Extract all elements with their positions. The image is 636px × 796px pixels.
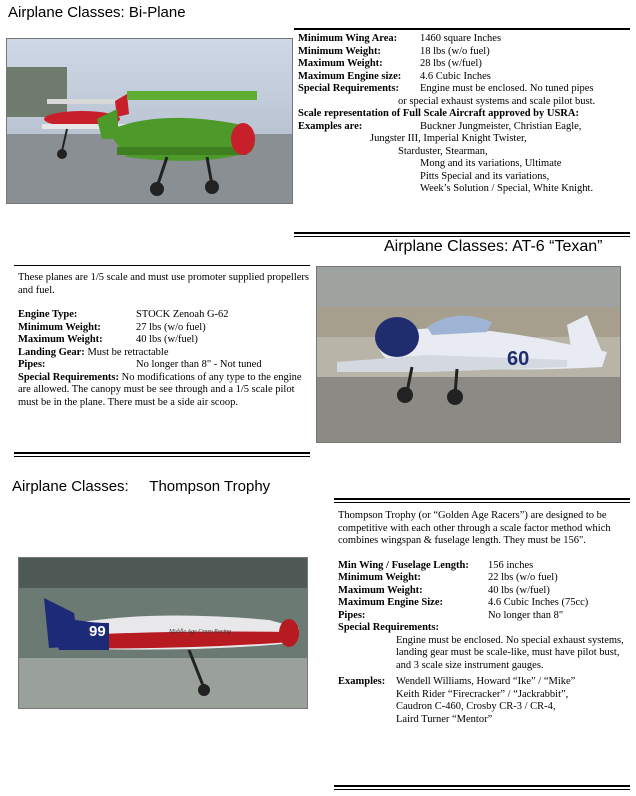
thompson-bottom-rule-thin — [334, 789, 630, 790]
biplane-heading: Airplane Classes: Bi-Plane — [8, 4, 186, 21]
at6-bottom-rule-thin — [14, 456, 310, 457]
spec-value: 4.6 Cubic Inches (75cc) — [488, 597, 589, 608]
spec-row — [298, 33, 628, 46]
spec-row — [338, 585, 630, 598]
at6-intro: These planes are 1/5 scale and must use promoter supplied propellers and fuel. — [18, 272, 309, 296]
special-label: Special Requirements: — [18, 371, 120, 383]
texan-photo — [316, 266, 621, 443]
spec-value: 40 lbs (w/fuel) — [488, 584, 550, 596]
at6-top-rule — [14, 265, 310, 266]
spec-label: Maximum Weight: — [18, 334, 103, 345]
spec-value: 40 lbs (w/fuel) — [136, 334, 198, 345]
spec-value: Engine must be enclosed. No tuned pipes — [420, 83, 594, 94]
spec-label: Minimum Weight: — [338, 572, 421, 583]
spec-value: 4.6 Cubic Inches — [420, 70, 491, 82]
examples-label: Examples are: — [298, 120, 363, 132]
biplane-bottom-rule-thin — [294, 236, 630, 237]
thompson-top-rule-thin — [334, 502, 630, 503]
spec-label: Maximum Engine size: — [298, 70, 402, 82]
examples-row — [338, 676, 630, 689]
spec-label: Maximum Weight: — [298, 58, 383, 69]
biplane-specs — [298, 33, 628, 196]
example-line: Week’s Solution / Special, White Knight. — [420, 183, 594, 194]
biplane-top-rule — [294, 28, 630, 30]
spec-label: Special Requirements: — [298, 83, 400, 94]
special-text: No modifications of any type to the engine are allowed. The canopy must be see through and a 1/5 scale pilot must be in the plane. There must be a side air scoop. — [18, 371, 302, 408]
thompson-bottom-rule — [334, 785, 630, 787]
spec-label: Min Wing / Fuselage Length: — [338, 559, 469, 571]
spec-value: 1460 square Inches — [420, 33, 502, 44]
thompson-top-rule — [334, 498, 630, 500]
spec-row — [298, 58, 628, 71]
spec-row — [18, 309, 310, 322]
spec-row — [338, 597, 630, 610]
spec-row — [338, 560, 630, 573]
at6-heading: Airplane Classes: AT-6 “Texan” — [384, 238, 603, 255]
spec-row — [338, 572, 630, 585]
example-line: Mong and its variations, Ultimate — [420, 158, 562, 169]
spec-row — [18, 334, 310, 347]
example-line: Caudron C-460, Crosby CR-3 / CR-4, — [396, 701, 556, 712]
spec-value: 18 lbs (w/o fuel) — [420, 45, 490, 57]
spec-label: Pipes: — [18, 359, 46, 370]
spec-label: Minimum Wing Area: — [298, 33, 398, 44]
spec-row — [18, 359, 310, 372]
biplane-photo — [6, 38, 293, 204]
thompson-text — [338, 510, 630, 726]
racer-number: 99 — [89, 623, 106, 640]
texan-number: 60 — [507, 348, 530, 370]
spec-row — [18, 322, 310, 335]
example-line: Keith Rider “Firecracker” / “Jackrabbit”, — [396, 688, 569, 700]
landing-gear-row — [18, 347, 310, 360]
spec-value: 28 lbs (w/fuel) — [420, 58, 482, 69]
special-label: Special Requirements: — [338, 622, 440, 633]
spec-label: Maximum Engine Size: — [338, 597, 443, 608]
spec-value: Must be retractable — [87, 346, 169, 358]
spec-value: No longer than 8" - Not tuned — [136, 359, 262, 370]
spec-value: 22 lbs (w/o fuel) — [488, 572, 558, 583]
biplane-bottom-rule — [294, 232, 630, 234]
thompson-intro: Thompson Trophy (or “Golden Age Racers”) are designed to be competitive with each other through a scale factor method which combines wingspan & fuselage length. They must be 156". — [338, 510, 611, 546]
at6-text — [18, 272, 310, 409]
spec-row — [298, 83, 628, 96]
spec-row — [298, 46, 628, 59]
spec-value: No longer than 8" — [488, 609, 564, 621]
thompson-heading: Airplane Classes: Thompson Trophy — [12, 478, 271, 495]
spec-label: Engine Type: — [18, 309, 78, 320]
examples-label: Examples: — [338, 676, 386, 687]
spec-label: Maximum Weight: — [338, 584, 423, 596]
spec-value: STOCK Zenoah G-62 — [136, 309, 229, 320]
racer-script: Middle Age Crazy Racing — [169, 629, 232, 635]
example-line: Pitts Special and its variations, — [420, 170, 550, 182]
at6-bottom-rule — [14, 452, 310, 454]
special-continuation: or special exhaust systems and scale pilot bust. — [398, 95, 596, 107]
spec-value: 27 lbs (w/o fuel) — [136, 321, 206, 333]
racer-photo — [18, 557, 308, 709]
spec-value: 156 inches — [488, 559, 534, 571]
spec-row — [338, 610, 630, 623]
spec-label: Pipes: — [338, 609, 366, 621]
scale-representation: Scale representation of Full Scale Aircraft approved by USRA: — [298, 108, 579, 119]
example-line: Laird Turner “Mentor” — [396, 713, 493, 725]
spec-label: Landing Gear: — [18, 346, 85, 358]
example-line: Starduster, Stearman, — [398, 145, 488, 157]
spec-row — [298, 71, 628, 84]
examples-first: Buckner Jungmeister, Christian Eagle, — [420, 120, 582, 132]
examples-row — [298, 121, 628, 134]
spec-label: Minimum Weight: — [298, 45, 381, 57]
spec-label: Minimum Weight: — [18, 321, 101, 333]
examples-first: Wendell Williams, Howard “Ike” / “Mike” — [396, 676, 576, 687]
special-text: Engine must be enclosed. No special exhaust systems, landing gear must be scale-like, must have pilot bust, and 3 scale size instrument gauges. — [396, 634, 624, 671]
example-line: Jungster III, Imperial Knight Twister, — [370, 133, 527, 144]
at6-special — [18, 372, 310, 410]
